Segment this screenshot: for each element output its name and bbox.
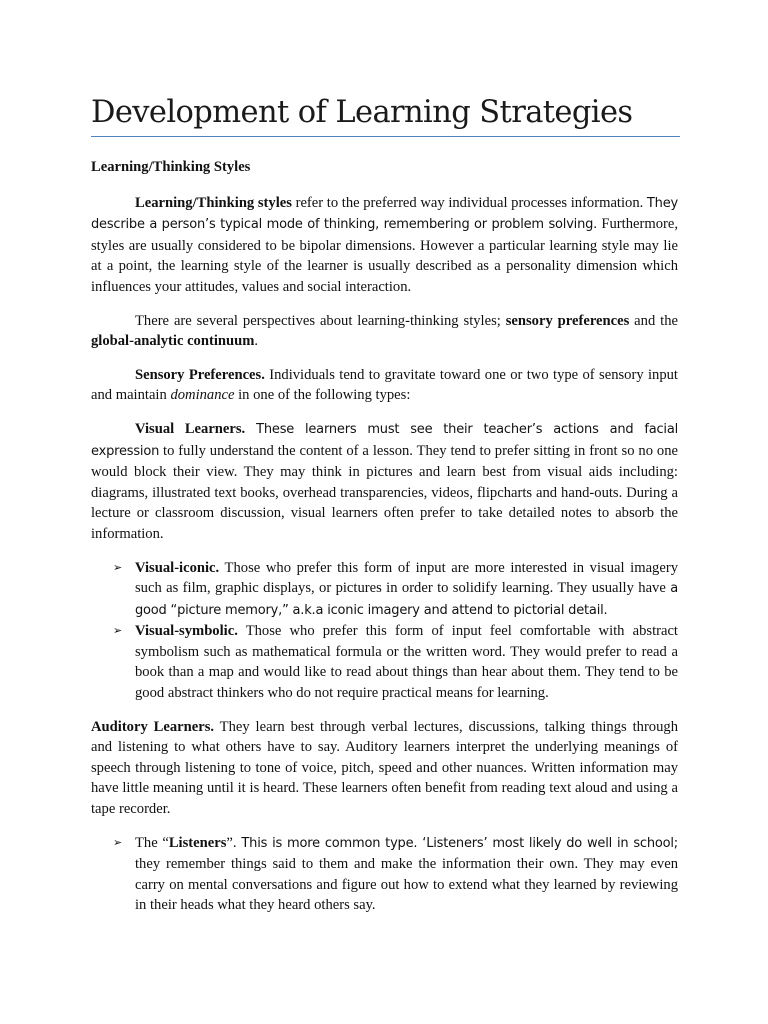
document-body — [91, 157, 678, 929]
paragraph-text: These learners must see their teacher’s actions and facial expression — [91, 421, 679, 459]
paragraph-text: They describe a person’s typical mode of thinking, remembering or problem solving. — [91, 195, 678, 233]
list-item-text: they remember things said to them and make the information their own. They may even carry on mental conversations and figure out how to extend what they learned by reviewing in their heads what they heard others say. — [135, 856, 678, 914]
term-global-analytic: global-analytic continuum — [91, 333, 255, 350]
paragraph-sensory-preferences — [91, 365, 678, 406]
paragraph-text: There are several perspectives about learning-thinking styles; — [135, 312, 506, 329]
paragraph-text: They learn best through verbal lectures, discussions, talking things through and listening to what others have to say. Auditory learners interpret the underlying meanings of speech through listening to tone of voice, pitch, speed and other nuances. Written information may have little meaning until it is heard. These learners often benefit from reading text aloud and using a tape recorder. — [91, 718, 678, 818]
arrow-bullet-icon: ➢ — [113, 624, 123, 638]
visual-learner-list — [91, 558, 678, 704]
paragraph-auditory-learners — [91, 717, 678, 820]
title-underline — [91, 136, 680, 137]
list-item-text: Those who prefer this form of input are more interested in visual imagery such as film, graphic displays, or pictures in order to solidify learning. They usually have — [135, 559, 678, 597]
arrow-bullet-icon: ➢ — [113, 835, 123, 849]
list-item — [91, 558, 678, 622]
term-learning-thinking-styles: Learning/Thinking styles — [135, 194, 292, 211]
paragraph-visual-learners — [91, 419, 678, 545]
list-item-text: This is more common type. ‘Listeners’ most likely do well in school; — [236, 835, 678, 851]
list-item-text: Those who prefer this form of input feel comfortable with abstract symbolism such as mathematical formula or the written word. They would prefer to read a book than a map and would like to read about things than hear about them. They tend to be good abstract thinkers who do not require practical means for learning. — [135, 623, 678, 702]
term-dominance: dominance — [170, 387, 235, 404]
list-item-text: ”. — [226, 834, 237, 851]
arrow-bullet-icon: ➢ — [113, 560, 123, 574]
term-visual-iconic: Visual-iconic. — [135, 559, 220, 576]
paragraph-text: Furthermore, styles are usually considered to be bipolar dimensions. However a particular learning style may lie at a point, the learning style of the learner is usually described as a personality dimension which influences your attitudes, values and social interaction. — [91, 216, 678, 295]
paragraph-text: to fully understand the content of a lesson. They tend to prefer sitting in front so no one would block their view. They may think in pictures and learn best from visual aids including: diagrams, illustrated text books, overhead transparencies, videos, flipcharts and hand-outs. During a lecture or classroom discussion, visual learners often prefer to take detailed notes to absorb the information. — [91, 442, 678, 542]
paragraph-text: Individuals tend to gravitate toward one or two type of sensory input and maintain — [91, 366, 678, 404]
term-sensory-preferences-heading: Sensory Preferences. — [135, 366, 265, 383]
paragraph-perspectives — [91, 311, 678, 352]
paragraph-text: in one of the following types: — [234, 387, 411, 404]
document-title: Development of Learning Strategies — [91, 95, 633, 130]
auditory-learner-list — [91, 833, 678, 916]
term-sensory-preferences: sensory preferences — [505, 312, 630, 329]
section-heading: Learning/Thinking Styles — [91, 159, 251, 175]
list-item — [91, 833, 678, 916]
term-auditory-learners: Auditory Learners. — [91, 718, 215, 735]
term-listeners: Listeners — [168, 834, 227, 851]
paragraph-text: . — [254, 333, 259, 350]
term-visual-learners: Visual Learners. — [135, 420, 246, 437]
term-visual-symbolic: Visual-symbolic. — [135, 623, 238, 640]
paragraph-learning-styles — [91, 193, 678, 298]
list-item-text: a good “picture memory,” a.k.a iconic imagery and attend to pictorial detail. — [135, 581, 678, 618]
paragraph-text: refer to the preferred way individual processes information. — [291, 194, 647, 211]
list-item — [91, 621, 678, 703]
paragraph-text: and the — [629, 312, 678, 329]
list-item-text: The “ — [135, 834, 169, 851]
